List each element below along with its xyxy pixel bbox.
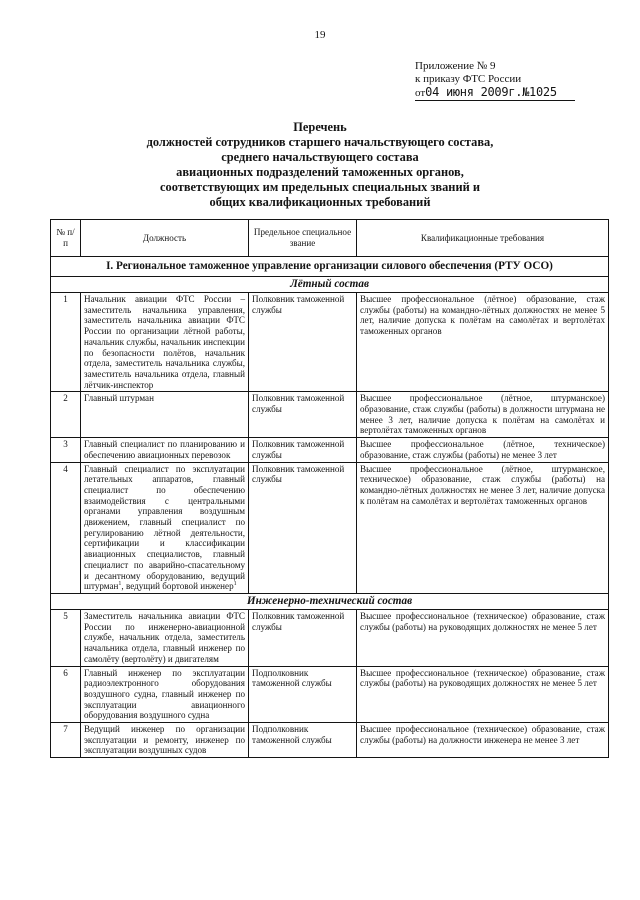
table-row [51, 293, 609, 392]
footnote-mark: 1 [118, 581, 122, 588]
order-prefix: от [415, 87, 426, 99]
row-position: Главный специалист по планированию и обеспечению авиационных перевозок [81, 438, 249, 462]
table-header-row [51, 220, 609, 257]
row-position: Главный инженер по эксплуатации радиоэлектронного оборудования воздушного судна, главный инженер по эксплуатации авиационного оборудования воздушного судна [81, 666, 249, 723]
row-rank: Подполковник таможенной службы [249, 666, 357, 723]
row-position: Заместитель начальника авиации ФТС России по инженерно-авиационной службе, начальник отдела, заместитель начальника отдела, главный инженер по самолёту (вертолёту) и двигателям [81, 609, 249, 666]
row-num: 4 [51, 462, 81, 593]
appendix-title: Приложение № 9 [415, 60, 496, 72]
row-position [81, 462, 249, 593]
row-requirements: Высшее профессиональное (лётное, штурманское, техническое) образование, стаж службы (работы) на командно-лётных должностях не менее 3 лет, наличие допуска к полётам на самолётах и вертолётах таможенных органов [357, 462, 609, 593]
row-position: Начальник авиации ФТС России – заместитель начальника управления, заместитель начальника авиации ФТС России по организации лётной работы, начальник службы, начальник инспекции по безопасности полётов, начальник отдела, заместитель начальника службы, заместитель начальника отдела, главный лётчик-инспектор [81, 293, 249, 392]
row-requirements: Высшее профессиональное (лётное) образование, стаж службы (работы) на командно-лётных должностях не менее 5 лет, наличие допуска к полётам на самолётах и вертолётах таможенных органов [357, 293, 609, 392]
subsection-row [51, 277, 609, 293]
row-rank: Полковник таможенной службы [249, 609, 357, 666]
header-rank: Предельное специальное звание [249, 220, 357, 257]
positions-table [50, 219, 609, 758]
row-rank: Полковник таможенной службы [249, 293, 357, 392]
order-date-number: 04 июня 2009г.№1025 [425, 85, 557, 99]
document-title [0, 120, 640, 210]
row-rank: Подполковник таможенной службы [249, 723, 357, 758]
row-num: 2 [51, 392, 81, 438]
title-line: соответствующих им предельных специальных званий и [160, 180, 480, 194]
row-requirements: Высшее профессиональное (техническое) образование, стаж службы (работы) на руководящих должностях не менее 5 лет [357, 609, 609, 666]
footnote-mark: 1 [233, 581, 237, 588]
title-line: среднего начальствующего состава [221, 150, 419, 164]
page-number: 19 [314, 29, 326, 41]
row-requirements: Высшее профессиональное (техническое) образование, стаж службы (работы) на руководящих должностях не менее 5 лет [357, 666, 609, 723]
row-rank: Полковник таможенной службы [249, 392, 357, 438]
title-line: общих квалификационных требований [209, 195, 431, 209]
section-title: I. Региональное таможенное управление организации силового обеспечения (РТУ ОСО) [51, 257, 609, 277]
row-num: 6 [51, 666, 81, 723]
row-position: Главный штурман [81, 392, 249, 438]
section-row [51, 257, 609, 277]
row-position: Ведущий инженер по организации эксплуатации и ремонту, инженер по эксплуатации воздушных судов [81, 723, 249, 758]
title-line: должностей сотрудников старшего начальствующего состава, [146, 135, 494, 149]
appendix-order-ref: к приказу ФТС России [415, 73, 522, 85]
table-row [51, 723, 609, 758]
header-position: Должность [81, 220, 249, 257]
row-rank: Полковник таможенной службы [249, 438, 357, 462]
table-row [51, 392, 609, 438]
row-requirements: Высшее профессиональное (лётное, техническое) образование, стаж службы (работы) не менее 3 лет [357, 438, 609, 462]
header-num: № п/п [51, 220, 81, 257]
header-requirements: Квалификационные требования [357, 220, 609, 257]
appendix-block [415, 60, 575, 101]
title-line: авиационных подразделений таможенных органов, [176, 165, 464, 179]
row-num: 5 [51, 609, 81, 666]
subsection-flight: Лётный состав [51, 277, 609, 293]
row-num: 7 [51, 723, 81, 758]
title-line: Перечень [293, 120, 347, 134]
table-row [51, 462, 609, 593]
table-row [51, 438, 609, 462]
row-position-text: Главный специалист по эксплуатации летательных аппаратов, главный специалист по обеспечению взаимодействия с центральными органами управления воздушным движением, главный специалист по регулированию лётной деятельности, сертификации и классификации авиационных специалистов, главный специалист по аварийно-спасательному и десантному оборудованию, ведущий штурман [84, 463, 245, 592]
row-position-tail: , ведущий бортовой инженер [121, 581, 234, 592]
row-num: 3 [51, 438, 81, 462]
table-row [51, 666, 609, 723]
row-requirements: Высшее профессиональное (техническое) образование, стаж службы (работы) на должности инженера не менее 3 лет [357, 723, 609, 758]
row-rank: Полковник таможенной службы [249, 462, 357, 593]
subsection-row [51, 593, 609, 609]
row-requirements: Высшее профессиональное (лётное, штурманское) образование, стаж службы (работы) в должности штурмана не менее 3 лет, наличие допуска к полётам на самолётах и вертолётах таможенных органов [357, 392, 609, 438]
row-num: 1 [51, 293, 81, 392]
appendix-order-date [415, 86, 575, 101]
subsection-tech: Инженерно-технический состав [51, 593, 609, 609]
table-row [51, 609, 609, 666]
